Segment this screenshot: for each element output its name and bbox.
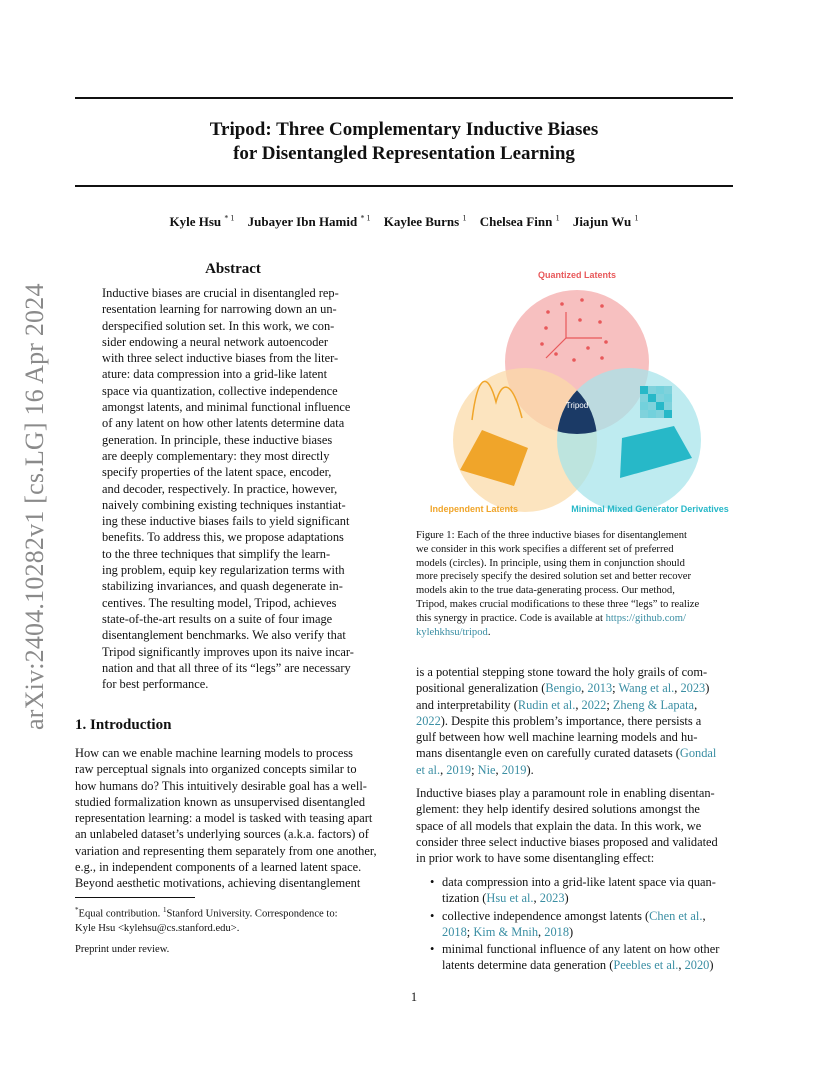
introduction-body: [75, 745, 393, 892]
abstract-line: for best performance.: [102, 677, 209, 692]
citation-link[interactable]: 2022: [581, 697, 607, 712]
list-item: • minimal functional influence of any latent on how other latents determine data generation (Peebles et al., 2020): [430, 942, 720, 973]
abstract-line: sider endowing a neural network autoencoder: [102, 334, 329, 349]
footnote-rule: [75, 897, 195, 898]
citation-link[interactable]: Chen et al.: [649, 908, 703, 923]
citation-link[interactable]: Bengio: [545, 681, 582, 696]
abstract-line: resentation learning for narrowing down an un-: [102, 302, 337, 317]
citation-link[interactable]: et al.: [416, 762, 441, 777]
author: Kaylee Burns $^1$: [383, 214, 467, 230]
introduction-line: an unlabeled dataset’s underlying sources (a.k.a. factors) of: [75, 827, 369, 842]
abstract-line: are deeply complementary: they most directly: [102, 448, 330, 463]
abstract-line: Tripod significantly improves upon its naive incar-: [102, 644, 354, 659]
citation-link[interactable]: 2018: [544, 924, 570, 939]
introduction-line: Beyond aesthetic motivations, achieving disentanglement: [75, 876, 361, 891]
citation-link[interactable]: 2020: [684, 958, 710, 973]
figure-caption: Figure 1: Each of the three inductive biases for disentanglement we consider in this work specifies a different set of preferred models (circles). In principle, using them in conjunction should more precisely specify the desired solution set and better recover models akin to the true data-generating process. Our method, Tripod, makes crucial modifications to these three “legs” to realize this synergy in practice. Code is available at https://github.com/ kylehkhsu/tripod.: [416, 530, 700, 638]
author: Kyle Hsu $^{* 1}$: [169, 214, 235, 230]
introduction-line: How can we enable machine learning models to process: [75, 746, 354, 760]
introduction-line: how humans do? This intuitively desirable goal has a well-: [75, 778, 367, 793]
citation-link[interactable]: 2023: [539, 891, 565, 906]
paper-title: [75, 118, 733, 166]
abstract-line: to the three techniques that simplify the learn-: [102, 546, 331, 561]
title-line-1: Tripod: Three Complementary Inductive Biases: [209, 119, 599, 140]
abstract-line: with three select inductive biases from the liter-: [102, 351, 339, 366]
section-heading-introduction: 1. Introduction: [75, 717, 172, 733]
citation-link[interactable]: 2019: [501, 762, 527, 777]
page-number: 1: [410, 990, 418, 1004]
code-link[interactable]: https://github.com/: [605, 612, 686, 624]
author-list: [75, 214, 733, 230]
abstract-line: stabilizing invariances, and quash degenerate in-: [102, 579, 343, 594]
abstract-line: space via quantization, collective independence: [102, 383, 338, 398]
abstract-line: of any latent on how other latents determine data: [102, 416, 345, 431]
inductive-bias-list: [416, 874, 734, 975]
abstract-line: state-of-the-art results on a suite of four image: [102, 611, 333, 626]
abstract-line: and decoder, respectively. In practice, however,: [102, 481, 338, 496]
citation-link[interactable]: Zheng & Lapata: [612, 697, 695, 712]
abstract-line: ing these inductive biases fails to yield significant: [102, 514, 350, 529]
abstract-line: derspecified solution set. In this work, we con-: [102, 318, 335, 333]
label-quantized-latents: Quantized Latents: [537, 270, 617, 280]
citation-link[interactable]: 2013: [587, 681, 613, 696]
label-tripod: Tripod: [565, 401, 589, 410]
abstract-line: ing problem, equip key regularization terms with: [102, 563, 345, 578]
citation-link[interactable]: Gondal: [679, 746, 717, 761]
abstract-line: disentanglement benchmarks. We also verify that: [102, 628, 346, 643]
introduction-line: raw perceptual signals into organized concepts similar to: [75, 762, 357, 777]
author: Jubayer Ibn Hamid $^{* 1}$: [247, 214, 371, 230]
list-item: • data compression into a grid-like latent space via quan- tization (Hsu et al., 2023): [430, 875, 716, 906]
citation-link[interactable]: Rudin et al.: [517, 697, 576, 712]
abstract-line: nation and that all three of its “legs” are necessary: [102, 660, 351, 675]
abstract-line: benefits. To address this, we propose adaptations: [102, 530, 344, 545]
citation-link[interactable]: Nie: [477, 762, 496, 777]
label-minimal-mixed-generator-derivatives: Minimal Mixed Generator Derivatives: [571, 504, 729, 514]
derivative-heatmap-icon: [640, 386, 672, 418]
abstract-heading: Abstract: [205, 261, 261, 277]
venn-diagram-svg: [416, 262, 734, 524]
abstract-line: ature: data compression into a grid-like latent: [102, 367, 328, 382]
title-line-2: for Disentangled Representation Learning: [233, 143, 575, 164]
author: Chelsea Finn $^1$: [479, 214, 560, 230]
citation-link[interactable]: 2023: [680, 681, 706, 696]
top-rule: [75, 97, 733, 99]
citation-link[interactable]: 2018: [442, 924, 467, 939]
citation-link[interactable]: Wang et al.: [618, 681, 675, 696]
citation-link[interactable]: 2022: [416, 713, 441, 728]
introduction-line: variation and representing them separately from one another,: [75, 843, 377, 858]
introduction-line: e.g., in independent components of a learned latent space.: [75, 860, 362, 875]
citation-link[interactable]: 2019: [446, 762, 472, 777]
abstract-line: Inductive biases are crucial in disentangled rep-: [102, 286, 339, 300]
code-link-cont[interactable]: kylehkhsu/tripod: [416, 626, 488, 638]
citation-link[interactable]: Hsu et al.: [486, 891, 534, 906]
abstract-line: generation. In principle, these inductive biases: [102, 432, 333, 447]
citation-link[interactable]: Peebles et al.: [613, 958, 679, 973]
author: Jiajun Wu $^1$: [572, 214, 639, 230]
right-column-paragraph-1: is a potential stepping stone toward the holy grails of com- positional generalization (Bengio, 2013; Wang et al., 2023) and interpretability (Rudin et al., 2022; Zheng & Lapata, 2022). Despite this problem’s importance, there persists a gulf between how well machine learning models and hu- mans disentangle even on carefully curated datasets (Gondal et al., 2019; Nie, 2019).: [416, 665, 717, 777]
abstract-line: specify properties of the latent space, encoder,: [102, 465, 332, 480]
footnote: *Equal contribution. $^1$Stanford University. Correspondence to: Kyle Hsu <kylehsu@cs.stanford.edu>.: [75, 906, 338, 934]
list-item: • collective independence amongst latents (Chen et al., 2018; Kim & Mnih, 2018): [430, 908, 706, 939]
abstract-line: amongst latents, and minimal functional influence: [102, 400, 351, 415]
preprint-notice: Preprint under review.: [75, 944, 170, 955]
citation-link[interactable]: Kim & Mnih: [473, 924, 539, 939]
introduction-line: representation learning: a model is tasked with teasing apart: [75, 811, 373, 826]
abstract-body: [102, 285, 364, 692]
figure-venn-diagram: [416, 262, 734, 524]
abstract-line: naively combining existing techniques instantiat-: [102, 497, 346, 512]
label-independent-latents: Independent Latents: [429, 504, 519, 514]
title-bottom-rule: [75, 185, 733, 187]
right-column-paragraph-2: Inductive biases play a paramount role in enabling disentan- glement: they help identify desired solutions amongst the space of all models that explain the data. In this work, we consider three select inductive biases proposed and validated in prior work to have some disentangling effect:: [416, 786, 718, 866]
abstract-line: centives. The resulting model, Tripod, achieves: [102, 595, 337, 610]
introduction-line: studied formalization known as unsupervised disentangled: [75, 794, 366, 809]
arxiv-identifier: arXiv:2404.10282v1 [cs.LG] 16 Apr 2024: [20, 283, 49, 730]
